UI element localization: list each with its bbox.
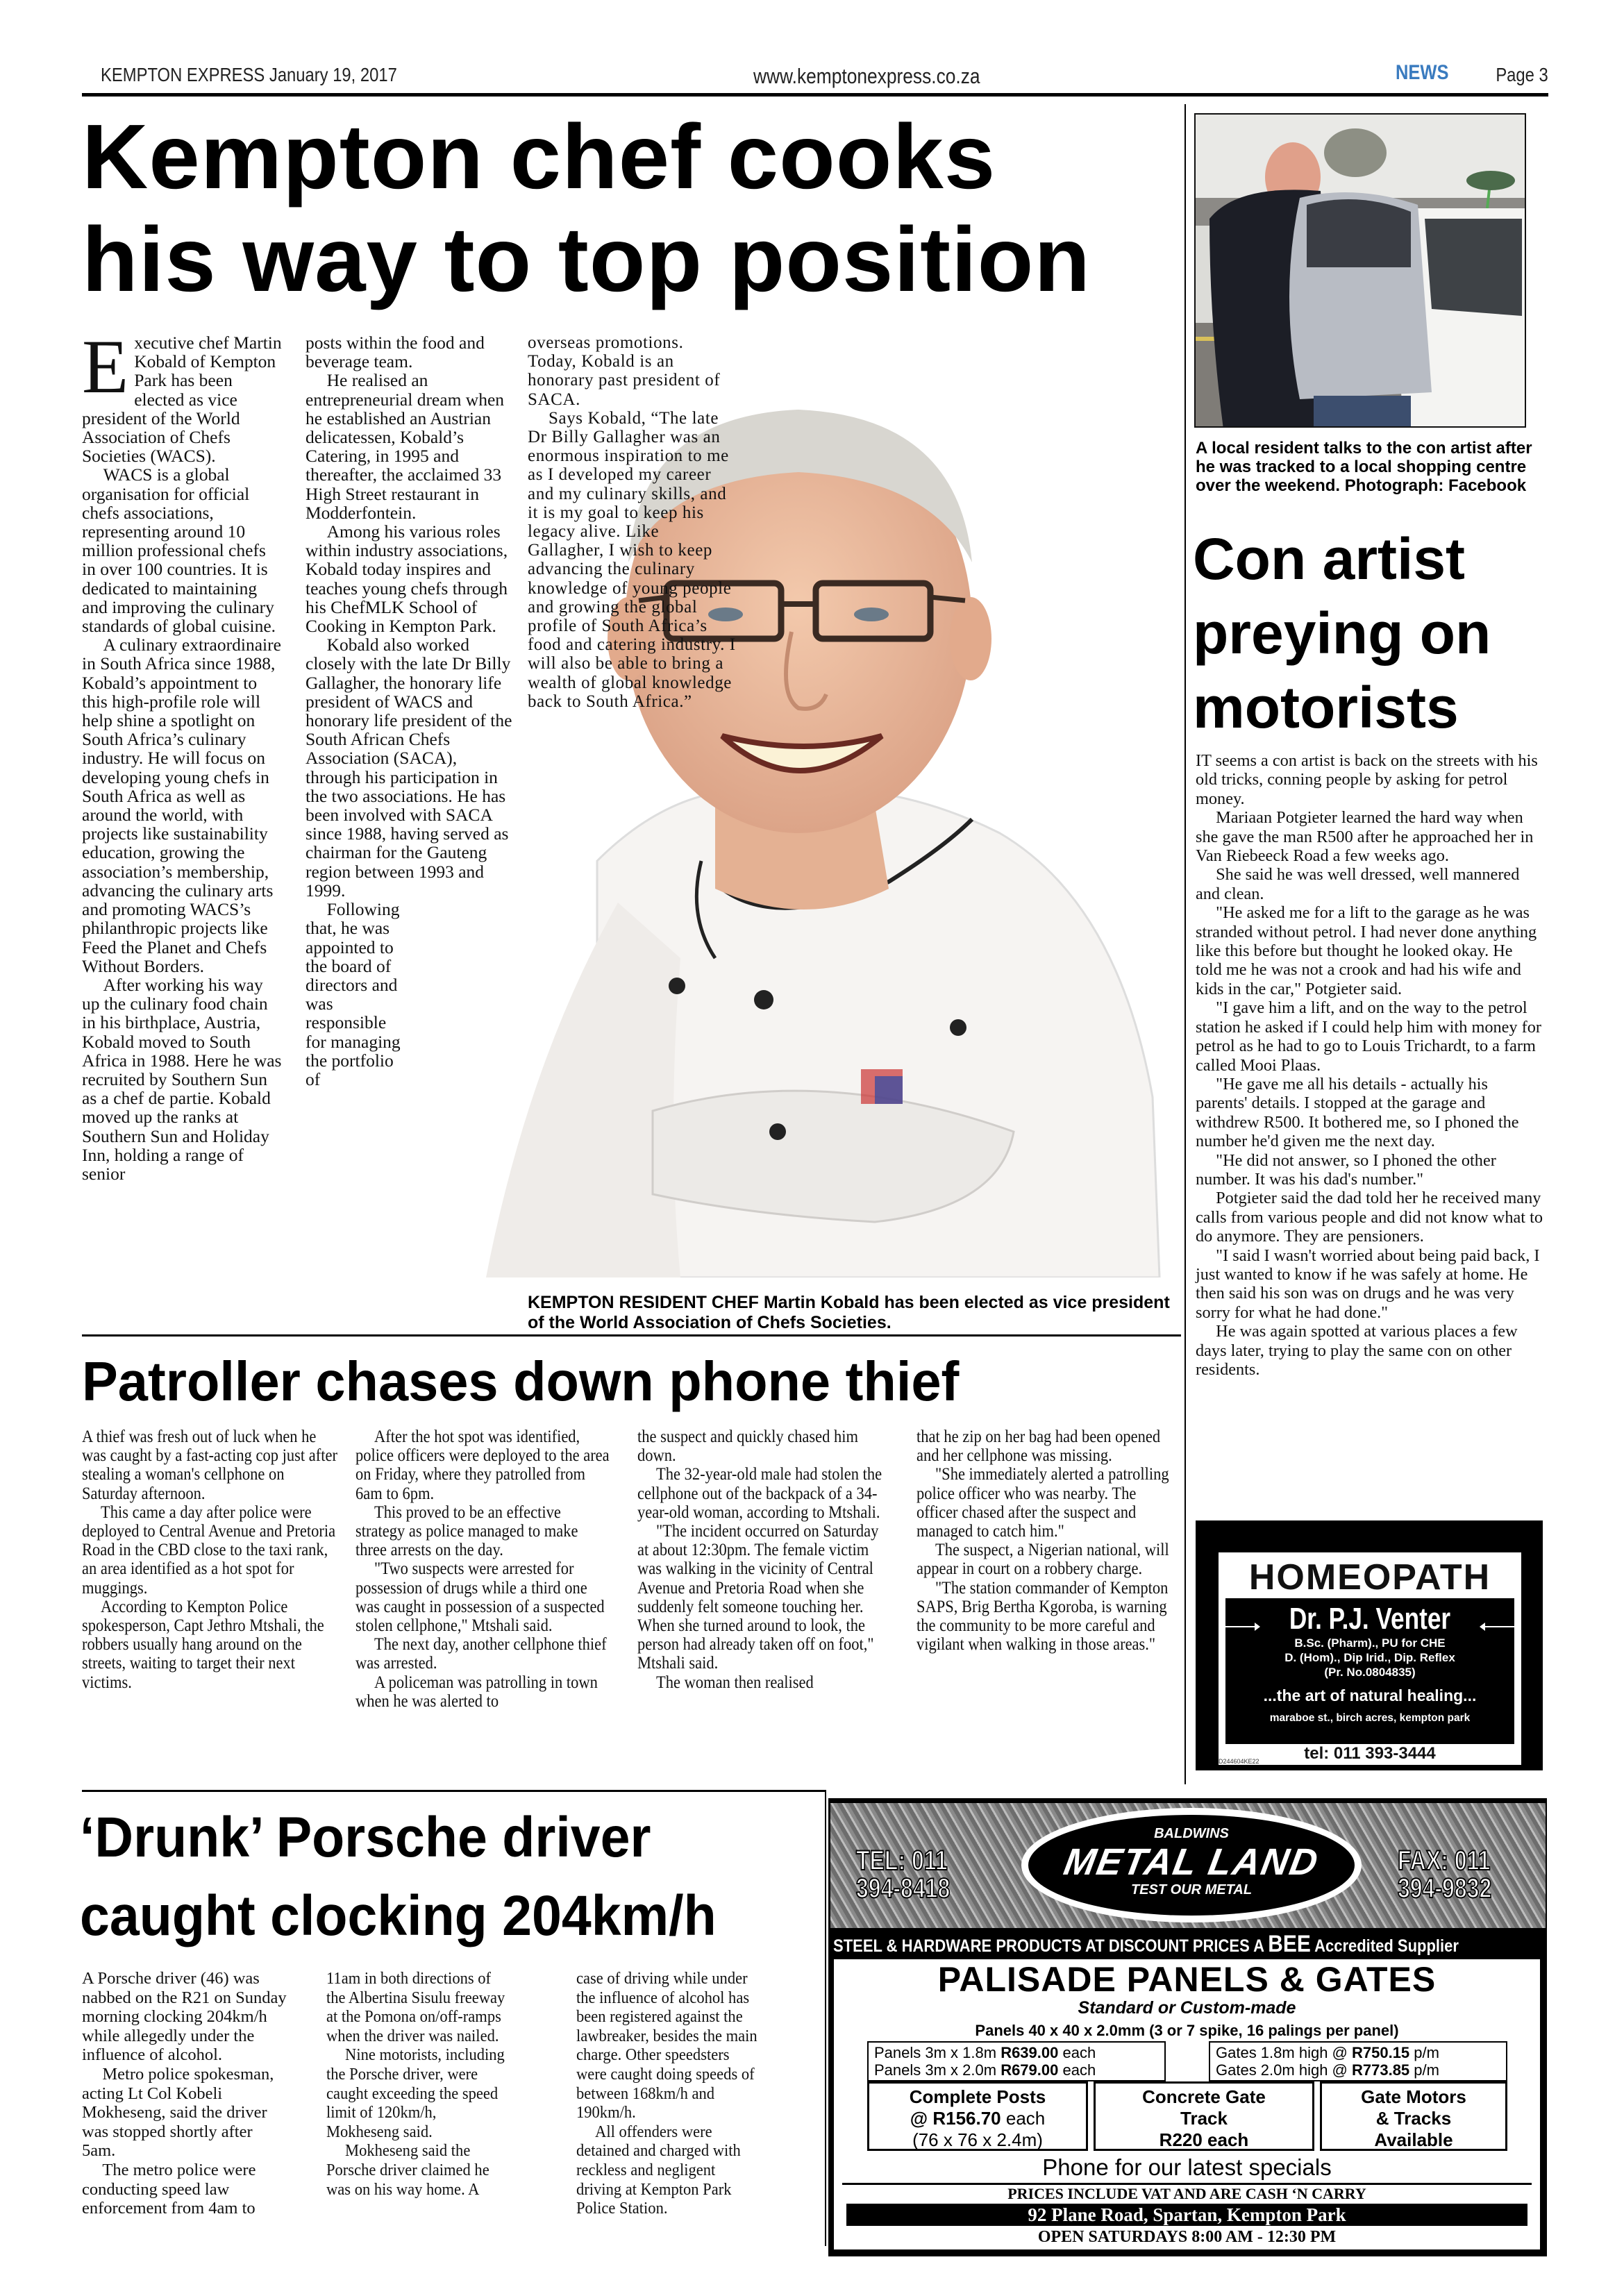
porsche-col-1: A Porsche driver (46) was nabbed on the R21 on Sunday morning clocking 204km/h while allegedly under the influence of alcohol. Metro police spokesman, acting Lt Col Kobeli Mokheseng, said the driver was stopped shortly after 5am. The metro police were conducting speed law enforcement from 4am to (82, 1969, 287, 2218)
porsche-headline: ‘Drunk’ Porsche driver caught clocking 204km/h (80, 1806, 717, 1947)
panel-prices: Panels 3m x 1.8m R639.00 each Panels 3m x 2.0m R679.00 each (867, 2041, 1166, 2081)
metal-land-ad[interactable] (828, 1798, 1547, 2256)
chef-headline: Kempton chef cooks his way to top position (82, 106, 1091, 310)
metal-land-logo: BALDWINS METAL LAND TEST OUR METAL (1021, 1808, 1362, 1922)
arrow-right-icon (1225, 1626, 1255, 1627)
porsche-col-2: 11am in both directions of the Albertina Sisulu freeway at the Pomona on/off-ramps when the driver was nailed. Nine motorists, including the Porsche driver, were caught exceeding the speed limit of 120km/h, Mokheseng said. Mokheseng said the Porsche driver claimed he was on his way home. A (326, 1969, 505, 2199)
doctor-name: Dr. P.J. Venter (1289, 1602, 1451, 1636)
homeopath-tagline: ...the art of natural healing... (1263, 1686, 1477, 1704)
gate-track-offer: Concrete Gate Track R220 each (1094, 2081, 1314, 2151)
ad-divider (825, 1790, 826, 2246)
opening-hours: OPEN SATURDAYS 8:00 AM - 12:30 PM (1037, 2228, 1337, 2246)
patroller-col-1: A thief was fresh out of luck when he was caught by a fast-acting cop just after stealing a woman's cellphone on Saturday afternoon. This came a day after police were deployed to Central Avenue and Pretoria Road in the CBD close to the taxi rank, an area identified as a hot spot for muggings. According to Kempton Police spokesperson, Capt Jethro Mtshali, the robbers usually hang around on the streets, waiting to target their next victims. (82, 1427, 337, 1692)
section-divider (82, 1334, 1181, 1336)
phone-specials: Phone for our latest specials (1042, 2154, 1332, 2180)
patroller-col-4: that he zip on her bag had been opened and her cellphone was missing. "She immediately alerted a patrolling police officer who was nearby. The officer chased after the suspect and managed to catch him." The suspect, a Nigerian national, will appear in court on a robbery charge. "The station commander of Kempton SAPS, Brig Bertha Kgoroba, is warning the community to be more careful and vigilant when walking in those areas." (916, 1427, 1169, 1654)
patroller-col-2: After the hot spot was identified, police officers were deployed to the area on Friday, where they patrolled from 6am to 6pm. This proved to be an effective strategy as police managed to make three arrests on the day. "Two suspects were arrested for possession of drugs while a third one was caught in possession of a suspected stolen cellphone," Mtshali said. The next day, another cellphone thief was arrested. A policeman was patrolling in town when he was alerted to (355, 1427, 610, 1711)
con-headline: Con artist preying on motorists (1193, 526, 1491, 740)
homeopath-title: HOMEOPATH (1248, 1557, 1491, 1598)
chef-article-col-3: overseas promotions. Today, Kobald is an honorary past president of SACA. Says Kobald, “The late Dr Billy Gallagher was an enormous inspiration to me as I developed my career and my culinary skills, and it is my goal to keep his legacy alive. Like Gallagher, I wish to keep advancing the culinary knowledge of young people and growing the global profile of South Africa’s food and catering industry. I will also be able to bring a wealth of global knowledge back to South Africa.” (528, 333, 736, 711)
page-number: Page 3 (1496, 64, 1548, 85)
gate-prices: Gates 1.8m high @ R750.15 p/m Gates 2.0m high @ R773.85 p/m (1209, 2041, 1507, 2081)
drop-cap: E (82, 324, 129, 409)
masthead-rule (82, 93, 1548, 97)
arrow-left-icon (1485, 1626, 1514, 1627)
patroller-headline: Patroller chases down phone thief (82, 1350, 960, 1412)
con-artist-photo (1194, 113, 1526, 428)
publication-date: KEMPTON EXPRESS January 19, 2017 (101, 64, 397, 85)
parking-lot-photo-illustration (1196, 115, 1526, 428)
con-article-body: IT seems a con artist is back on the streets with his old tricks, conning people by asking for petrol money. Mariaan Potgieter learned the hard way when she gave the man R500 after he approached her in Van Riebeeck Road a few weeks ago. She said he was well dressed, well mannered and clean. "He asked me for a lift to the garage as he was stranded without petrol. I had never done anything like this before but thought he looked okay. He told me he was not a crook and had his wife and kids in the car," Potgieter said. "I gave him a lift, and on the way to the petrol station he asked if I could help him with money for petrol as he had to go to Louis Trichardt, to a farm called Mooi Plaas. "He gave me all his details - actually his parents' details. I stopped at the garage and withdrew R500. It bothered me, so I phoned the number he'd given me the next day. "He did not answer, so I phoned the other number. It was his dad's number." Potgieter said the dad told her he received many calls from various people and did not know what to do anymore. They are pensioners. "I said I wasn't worried about being paid back, I just wanted to know if he was safely at home. He then said his son was on drugs and he was very sorry for what he had done." He was again spotted at various places a few days later, trying to play the same con on other residents. (1196, 751, 1543, 1379)
metal-land-tel[interactable]: TEL: 011 394-8418 (856, 1845, 951, 1904)
homeopath-ad[interactable] (1196, 1520, 1543, 1770)
column-divider (1184, 104, 1186, 1784)
homeopath-details: Dr. P.J. Venter B.Sc. (Pharm)., PU for CHE D. (Hom)., Dip Irid., Dip. Reflex (Pr. No.0804835) ...the art of natural healing... maraboe st., birch acres, kempton park (1225, 1598, 1514, 1744)
metal-land-offers: PALISADE PANELS & GATES Standard or Custom-made Panels 40 x 40 x 2.0mm (3 or 7 spike, 16 palings per panel) Panels 3m x 1.8m R639.00 each Panels 3m x 2.0m R679.00 each Gates 1.8m high @ R750.15 p/m Gates 2.0m high @ R773.85 p/m Complete Posts @ R156.70 each (76 x 76 x 2.4m) Concrete Gate Track R220 each Gate Motors & Tracks Available Phone for our latest specials PRICES INCLUDE VAT AND ARE CASH ‘N CARRY 92 Plane Road, Spartan, Kempton Park OPEN SATURDAYS 8:00 AM - 12:30 PM (834, 1959, 1540, 2249)
metal-land-fax: FAX: 011 394-9832 (1398, 1845, 1492, 1904)
vat-notice: PRICES INCLUDE VAT AND ARE CASH ‘N CARRY (1007, 2185, 1366, 2202)
gate-motors-offer: Gate Motors & Tracks Available (1320, 2081, 1507, 2151)
posts-offer: Complete Posts @ R156.70 each (76 x 76 x 2.4m) (867, 2081, 1088, 2151)
porsche-col-3: case of driving while under the influence of alcohol has been registered against the lawbreaker, besides the main charge. Other speedsters were caught doing speeds of between 168km/h and 190km/h. All offenders were detained and charged with reckless and negligent driving at Kempton Park Police Station. (576, 1969, 757, 2218)
chef-photo-caption: KEMPTON RESIDENT CHEF Martin Kobald has been elected as vice president of the World Association of Chefs Societies. (528, 1293, 1170, 1332)
section-divider-lower (82, 1790, 825, 1792)
ad-code: D244604KE22 (1219, 1758, 1259, 1765)
chef-article-col-1: Executive chef Martin Kobald of Kempton Park has been elected as vice president of the World Association of Chefs Societies (WACS). WACS is a global organisation for official chefs associations, representing around 10 million professional chefs in over 100 countries. It is dedicated to maintaining and improving the culinary standards of global cuisine. A culinary extraordinaire in South Africa since 1988, Kobald’s appointment to this high-profile role will help shine a spotlight on South Africa’s culinary industry. He will focus on developing young chefs in South Africa as well as around the world, with projects like sustainability education, growing the association’s membership, advancing the culinary arts and promoting WACS’s philanthropic projects like Feed the Planet and Chefs Without Borders. After working his way up the culinary food chain in his birthplace, Austria, Kobald moved to South Africa in 1988. Here he was recruited by Southern Sun as a chef de partie. Kobald moved up the ranks at Southern Sun and Holiday Inn, holding a range of senior (82, 324, 282, 1184)
homeopath-phone[interactable]: tel: 011 393-3444 (1304, 1744, 1436, 1763)
offers-headline: PALISADE PANELS & GATES (937, 1960, 1437, 1999)
metal-land-address: 92 Plane Road, Spartan, Kempton Park (846, 2204, 1527, 2226)
masthead (83, 61, 1548, 92)
patroller-col-3: the suspect and quickly chased him down. The 32-year-old male had stolen the cellphone out of the backpack of a 34-year-old woman, according to Mtshali. "The incident occurred on Saturday at about 12:30pm. The female victim was walking in the vicinity of Central Avenue and Pretoria Road when she suddenly felt someone touching her. When she turned around to look, the person had already taken off on foot," Mtshali said. The woman then realised (637, 1427, 882, 1692)
section-label: NEWS (1396, 61, 1449, 84)
homeopath-address: maraboe st., birch acres, kempton park (1269, 1712, 1471, 1724)
chef-article-col-2: posts within the food and beverage team. He realised an entrepreneurial dream when he established an Austrian delicatessen, Kobald’s Catering, in 1995 and thereafter, the acclaimed 33 High Street restaurant in Modderfontein. Among his various roles within industry associations, Kobald today inspires and teaches young chefs through his ChefMLK School of Cooking in Kempton Park. Kobald also worked closely with the late Dr Billy Gallagher, the honorary life president of WACS and honorary life president of the South African Chefs Association (SACA), through his participation in the two associations. He has been involved with SACA since 1988, having served as chairman for the Gauteng region between 1993 and 1999. Following that, he was appointed to the board of directors and was responsible for managing the portfolio of (305, 333, 512, 1089)
website-url[interactable]: www.kemptonexpress.co.za (753, 64, 980, 88)
metal-land-strapline: STEEL & HARDWARE PRODUCTS AT DISCOUNT PRICES A BEE Accredited Supplier (833, 1931, 1459, 1957)
con-photo-caption: A local resident talks to the con artist after he was tracked to a local shopping centre over the weekend. Photograph: Facebook (1196, 439, 1532, 495)
